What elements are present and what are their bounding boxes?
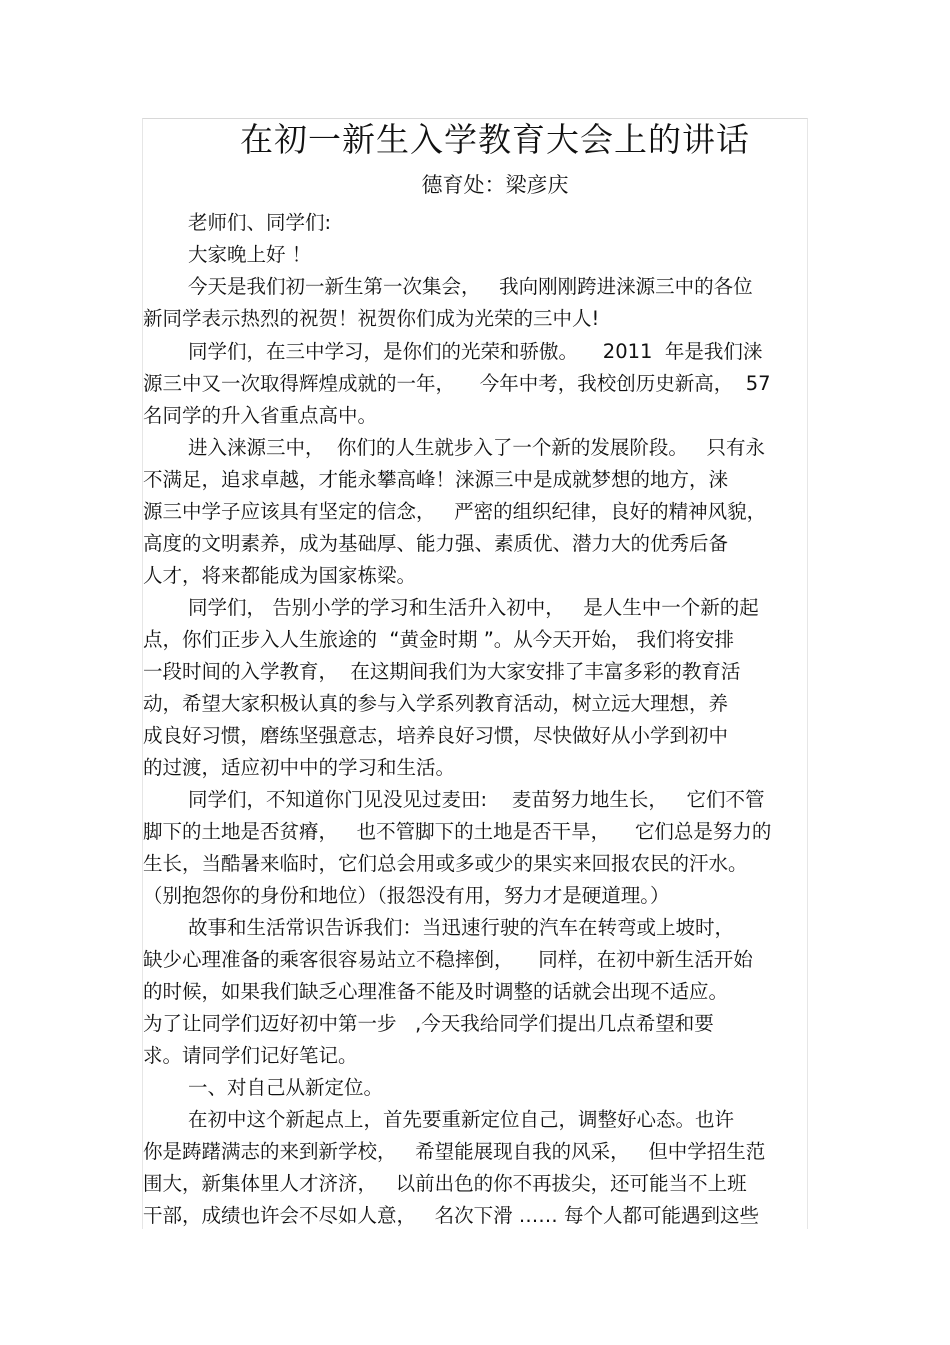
text-line: 新同学表示热烈的祝贺！祝贺你们成为光荣的三中人! [143,307,600,330]
text-line: 源三中学子应该具有坚定的信念， 严密的组织纪律，良好的精神风貌， [143,500,767,523]
text-line: 大家晚上好 ！ [188,243,312,266]
text-line: 的过渡，适应初中中的学习和生活。 [143,756,456,779]
text-line: 围大，新集体里人才济济， 以前出色的你不再拔尖，还可能当不上班 [143,1172,747,1195]
text-line: 同学们，不知道你门见没见过麦田: 麦苗努力地生长， 它们不管 [188,788,765,811]
text-line: 在初中这个新起点上，首先要重新定位自己，调整好心态。也许 [188,1108,735,1131]
text-line: 求。请同学们记好笔记。 [143,1044,358,1067]
text-line: 一、对自己从新定位。 [188,1076,384,1099]
text-line: 缺少心理准备的乘客很容易站立不稳摔倒， 同样，在初中新生活开始 [143,948,753,971]
text-line: 为了让同学们迈好初中第一步 ,今天我给同学们提出几点希望和要 [143,1012,714,1035]
text-line: 动，希望大家积极认真的参与入学系列教育活动，树立远大理想，养 [143,692,729,715]
speech-title: 在初一新生入学教育大会上的讲话 [240,120,750,159]
text-line: 生长，当酷暑来临时，它们总会用或多或少的果实来回报农民的汗水。 [143,852,748,875]
text-line: 的时候，如果我们缺乏心理准备不能及时调整的话就会出现不适应。 [143,980,729,1003]
text-line: 故事和生活常识告诉我们：当迅速行驶的汽车在转弯或上坡时， [188,916,735,939]
text-line: 一段时间的入学教育， 在这期间我们为大家安排了丰富多彩的教育活 [143,660,741,683]
text-line: 今天是我们初一新生第一次集会， 我向刚刚跨进涞源三中的各位 [188,275,753,298]
text-line: 名同学的升入省重点高中。 [143,404,378,427]
text-line: 不满足，追求卓越，才能永攀高峰！涞源三中是成就梦想的地方，涞 [143,468,729,491]
text-line: 进入涞源三中， 你们的人生就步入了一个新的发展阶段。 只有永 [188,436,765,459]
text-line: 老师们、同学们: [188,211,332,234]
text-line: 点，你们正步入人生旅途的 “黄金时期 ”。从今天开始， 我们将安排 [143,628,734,651]
text-line: 同学们， 告别小学的学习和生活升入初中， 是人生中一个新的起 [188,596,759,619]
text-line: 你是踌躇满志的来到新学校， 希望能展现自我的风采， 但中学招生范 [143,1140,766,1163]
text-line: 干部，成绩也许会不尽如人意， 名次下滑 …… 每个人都可能遇到这些 [143,1204,759,1227]
text-line: 源三中又一次取得辉煌成就的一年， 今年中考，我校创历史新高， 57 [143,372,771,395]
text-line: 高度的文明素养，成为基础厚、能力强、素质优、潜力大的优秀后备 [143,532,729,555]
text-line: 脚下的土地是否贫瘠， 也不管脚下的土地是否干旱， 它们总是努力的 [143,820,772,843]
text-line: （别抱怨你的身份和地位）（报怨没有用，努力才是硬道理。） [143,884,670,907]
author-line: 德育处：梁彦庆 [421,173,569,197]
text-line: 同学们，在三中学习，是你们的光荣和骄傲。 2011 年是我们涞 [188,340,763,363]
text-line: 人才，将来都能成为国家栋梁。 [143,564,417,587]
text-line: 成良好习惯，磨练坚强意志，培养良好习惯，尽快做好从小学到初中 [143,724,729,747]
